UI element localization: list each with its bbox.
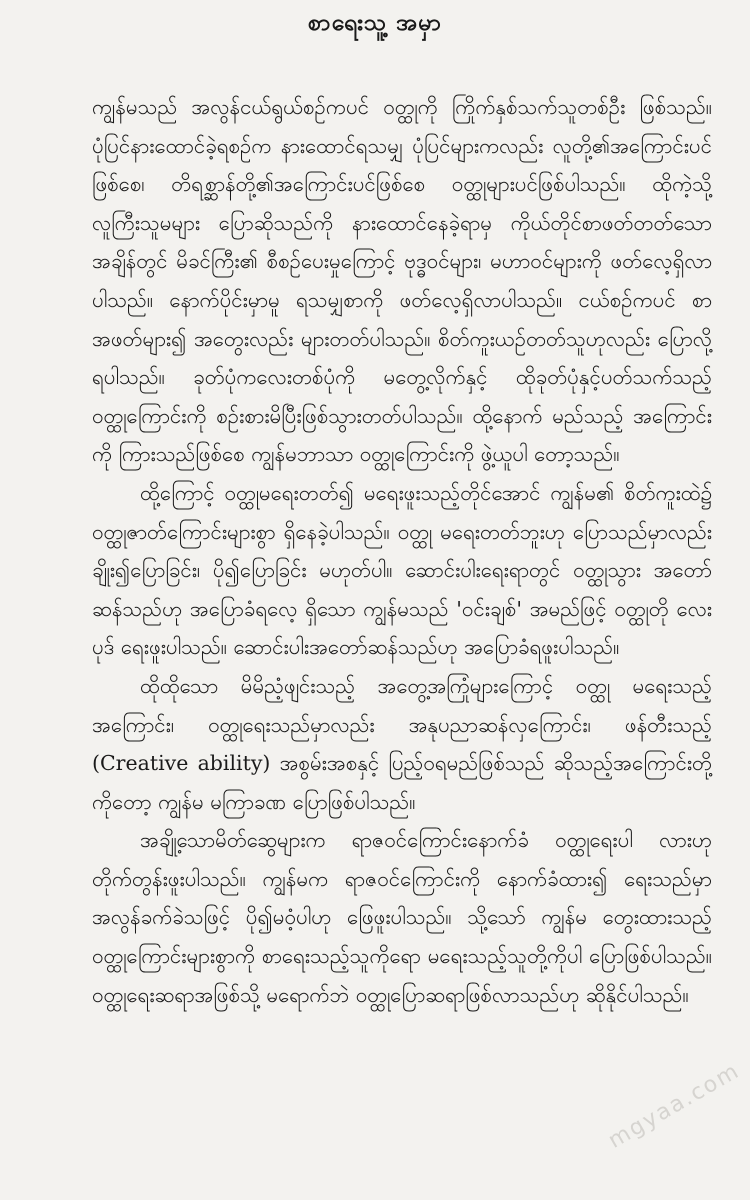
paragraph-1: ကျွန်မသည် အလွန်ငယ်ရွယ်စဉ်ကပင် ဝတ္ထုကို ကြိုက်နှစ်သက်သူတစ်ဦး ဖြစ်သည်။ ပုံပြင်နားထောင်ခဲ့ရစဉ်က နားထောင်ရသမျှ ပုံပြင်များကလည်း လူတို့၏အကြောင်းပင်ဖြစ်စေ၊ တိရစ္ဆာန်တို့၏အကြောင်းပင်ဖြစ်စေ ဝတ္ထုများပင်ဖြစ်ပါသည်။ ထိုကဲ့သို့ လူကြီးသူမများ ပြောဆိုသည်ကို နားထောင်နေခဲ့ရာမှ ကိုယ်တိုင်စာဖတ်တတ်သောအချိန်တွင် မိခင်ကြီး၏ စီစဉ်ပေးမှုကြောင့် ဗုဒ္ဓဝင်များ၊ မဟာဝင်များကို ဖတ်လေ့ရှိလာပါသည်။ နောက်ပိုင်းမှာမူ ရသမျှစာကို ဖတ်လေ့ရှိလာပါသည်။ ငယ်စဉ်ကပင် စာအဖတ်များ၍ အတွေးလည်း များတတ်ပါသည်။ စိတ်ကူးယဉ်တတ်သူဟုလည်း ပြောလို့ရပါသည်။ ခုတ်ပုံကလေးတစ်ပုံကို မတွေ့လိုက်နှင့် ထိုခုတ်ပုံနှင့်ပတ်သက်သည့် ဝတ္ထုကြောင်းကို စဉ်းစားမိပြီးဖြစ်သွားတတ်ပါသည်။ ထို့နောက် မည်သည့် အကြောင်းကို ကြားသည်ဖြစ်စေ ကျွန်မဘာသာ ဝတ္ထုကြောင်းကို ဖွဲ့ယူပါ တော့သည်။: [92, 95, 712, 467]
page-title: စာရေးသူ့ အမှာ: [308, 9, 442, 36]
paragraph-4: အချို့သောမိတ်ဆွေများက ရာဇဝင်ကြောင်းနောက်ခံ ဝတ္ထုရေးပါ လားဟု တိုက်တွန်းဖူးပါသည်။ ကျွန်မက ရာဇဝင်ကြောင်းကို နောက်ခံထား၍ ရေးသည်မှာ အလွန်ခက်ခဲသဖြင့် ပို၍မဝံ့ပါဟု ဖြေဖူးပါသည်။ သို့သော် ကျွန်မ တွေးထားသည့် ဝတ္ထုကြောင်းများစွာကို စာရေးသည့်သူကိုရော မရေးသည့်သူတို့ကိုပါ ပြောဖြစ်ပါသည်။ ဝတ္ထုရေးဆရာအဖြစ်သို့ မရောက်ဘဲ ဝတ္ထုပြောဆရာဖြစ်လာသည်ဟု ဆိုနိုင်ပါသည်။: [92, 828, 712, 1007]
watermark: mgyaa.com: [603, 1058, 744, 1154]
paragraph-3: ထိုထိုသော မိမိညံ့ဖျင်းသည့် အတွေ့အကြုံများကြောင့် ဝတ္ထု မရေးသည့်အကြောင်း၊ ဝတ္ထုရေးသည်မှာလည်း အနုပညာဆန်လှကြောင်း၊ ဖန်တီးသည့် (Creative ability) အစွမ်းအစနှင့် ပြည့်ဝရမည်ဖြစ်သည် ဆိုသည့်အကြောင်းတို့ကိုတော့ ကျွန်မ မကြာခဏ ပြောဖြစ်ပါသည်။: [92, 673, 712, 814]
body-text: [92, 88, 712, 1014]
paragraph-2: ထို့ကြောင့် ဝတ္ထုမရေးတတ်၍ မရေးဖူးသည့်တိုင်အောင် ကျွန်မ၏ စိတ်ကူးထဲ၌ ဝတ္ထုဇာတ်ကြောင်းများစွာ ရှိနေခဲ့ပါသည်။ ဝတ္ထု မရေးတတ်ဘူးဟု ပြောသည်မှာလည်း ချိုး၍ပြောခြင်း၊ ပို၍ပြောခြင်း မဟုတ်ပါ။ ဆောင်းပါးရေးရာတွင် ဝတ္ထုသွား အတော်ဆန်သည်ဟု အပြောခံရလေ့ ရှိသော ကျွန်မသည် 'ဝင်းချစ်' အမည်ဖြင့် ဝတ္ထုတို လေးပုဒ် ရေးဖူးပါသည်။ ဆောင်းပါးအတော်ဆန်သည်ဟု အပြောခံရဖူးပါသည်။: [92, 480, 712, 660]
